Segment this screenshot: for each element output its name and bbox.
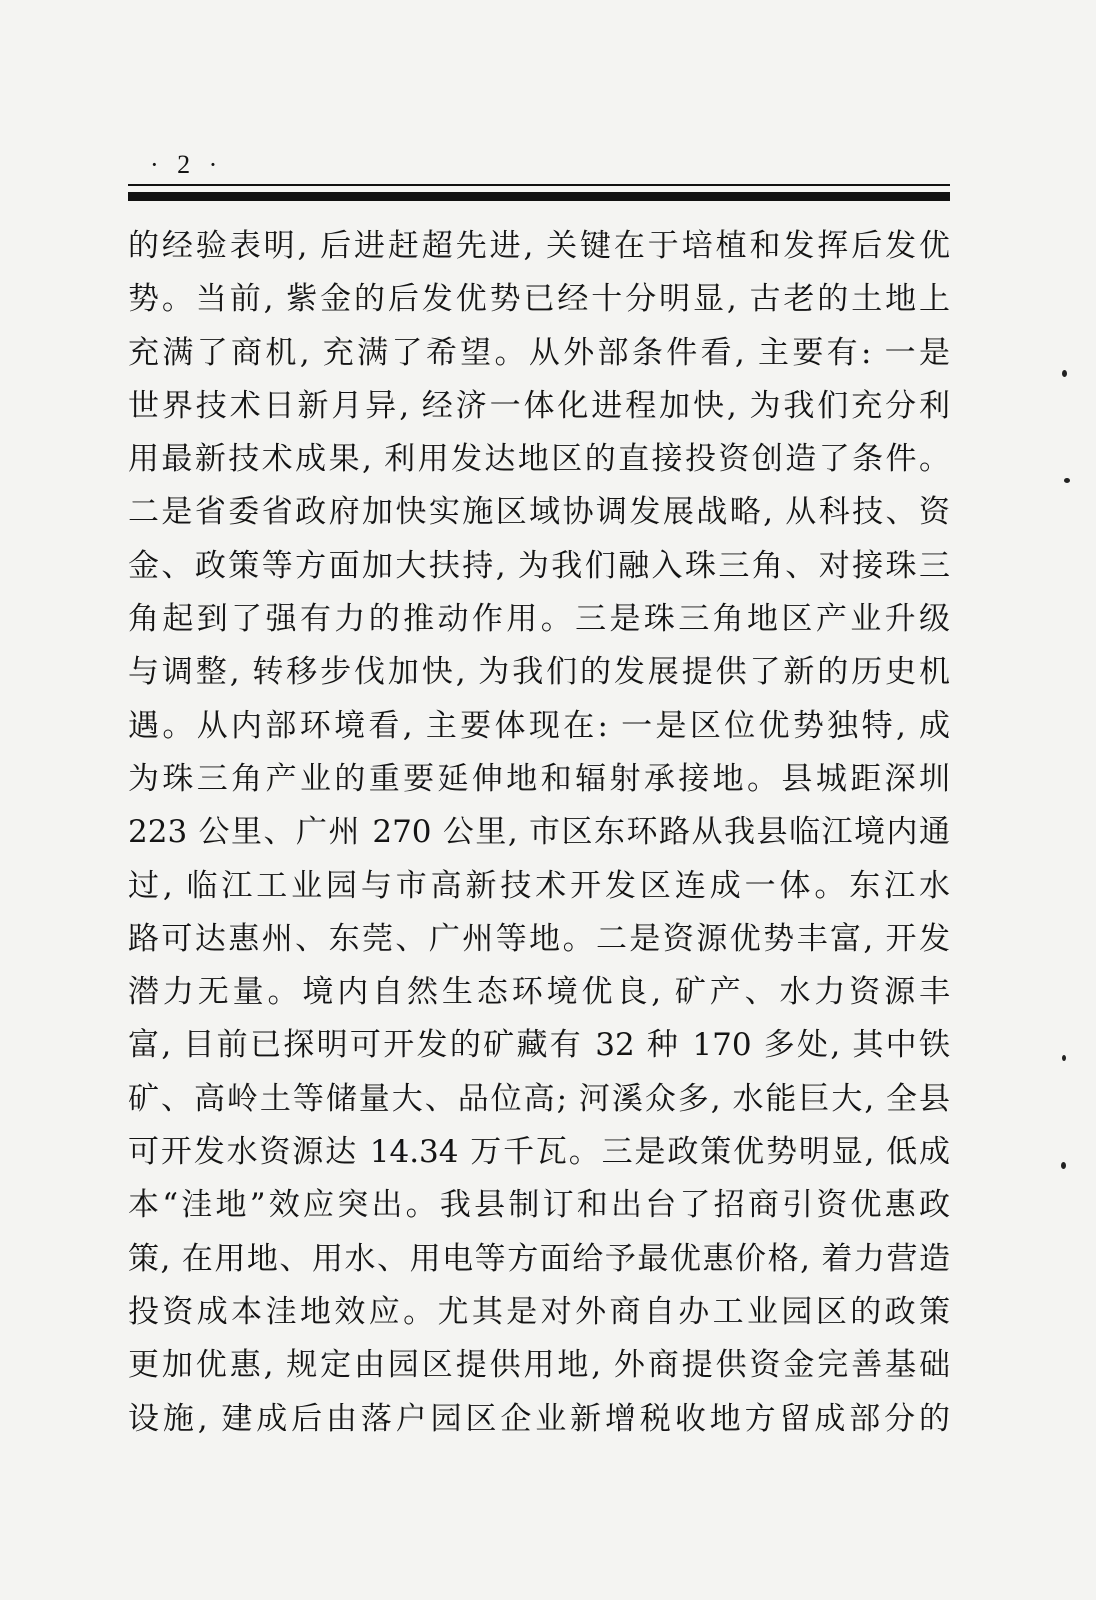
text-line: 世界技术日新月异, 经济一体化进程加快, 为我们充分利 [128, 387, 950, 424]
scan-speck [1062, 1055, 1066, 1061]
text-line: 角起到了强有力的推动作用。三是珠三角地区产业升级 [128, 601, 950, 638]
text-line: 设施, 建成后由落户园区企业新增税收地方留成部分的 [128, 1400, 950, 1437]
scan-speck [1062, 370, 1067, 377]
text-line: 充满了商机, 充满了希望。从外部条件看, 主要有: 一是 [128, 334, 950, 371]
text-line: 势。当前, 紫金的后发优势已经十分明显, 古老的土地上 [128, 281, 950, 318]
scan-speck [1061, 1162, 1066, 1169]
text-line: 遇。从内部环境看, 主要体现在: 一是区位优势独特, 成 [128, 707, 950, 744]
text-line: 投资成本洼地效应。尤其是对外商自办工业园区的政策 [128, 1293, 950, 1330]
text-line: 的经验表明, 后进赶超先进, 关键在于培植和发挥后发优 [128, 228, 950, 264]
text-line: 本“洼地”效应突出。我县制订和出台了招商引资优惠政 [128, 1187, 950, 1224]
text-line: 路可达惠州、东莞、广州等地。二是资源优势丰富, 开发 [128, 920, 950, 957]
scan-speck [1064, 478, 1070, 483]
page-number: · 2 · [150, 150, 224, 179]
text-line: 策, 在用地、用水、用电等方面给予最优惠价格, 着力营造 [128, 1240, 950, 1277]
text-line: 更加优惠, 规定由园区提供用地, 外商提供资金完善基础 [128, 1347, 950, 1384]
body-text [128, 220, 950, 1446]
text-line: 用最新技术成果, 利用发达地区的直接投资创造了条件。 [128, 441, 950, 478]
text-line: 潜力无量。境内自然生态环境优良, 矿产、水力资源丰 [128, 974, 950, 1011]
text-line: 二是省委省政府加快实施区域协调发展战略, 从科技、资 [128, 494, 950, 531]
text-line: 富, 目前已探明可开发的矿藏有 32 种 170 多处, 其中铁 [128, 1027, 950, 1064]
text-line: 223 公里、广州 270 公里, 市区东环路从我县临江境内通 [128, 814, 950, 851]
text-line: 金、政策等方面加大扶持, 为我们融入珠三角、对接珠三 [128, 547, 950, 584]
text-line: 与调整, 转移步伐加快, 为我们的发展提供了新的历史机 [128, 654, 950, 691]
text-line: 矿、高岭土等储量大、品位高; 河溪众多, 水能巨大, 全县 [128, 1080, 950, 1117]
text-line: 过, 临江工业园与市高新技术开发区连成一体。东江水 [128, 867, 950, 904]
header-rule-thin [128, 184, 950, 186]
text-line: 可开发水资源达 14.34 万千瓦。三是政策优势明显, 低成 [128, 1134, 950, 1171]
header-rule-thick [128, 192, 950, 201]
text-line: 为珠三角产业的重要延伸地和辐射承接地。县城距深圳 [128, 760, 950, 797]
